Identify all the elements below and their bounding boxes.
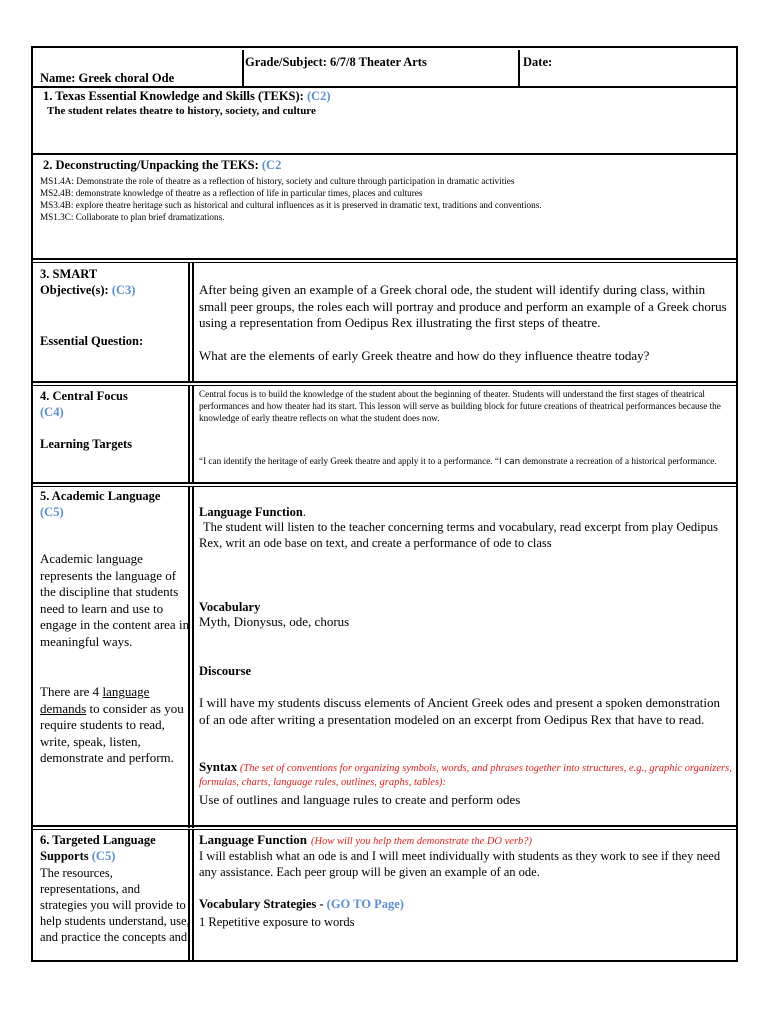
sec6-title: 6. Targeted Language Supports (C5) (40, 833, 156, 863)
sec5-title: 5. Academic Language (C5) (40, 489, 161, 519)
col-divider-right (192, 830, 194, 960)
row-divider (33, 258, 736, 260)
teks-item: MS1.4A: Demonstrate the role of theatre as a reflection of history, society and culture through participation in dramatic activities (40, 176, 515, 186)
teks-item: MS1.3C: Collaborate to plan brief dramatizations. (40, 212, 225, 222)
header-divider-2 (518, 50, 520, 88)
syntax-section: Syntax (The set of conventions for organizing symbols, words, and phrases together into structures, e.g., graphic organizers, formulas, charts, language rules, outlines, graphs, tables): (199, 759, 732, 788)
row-divider (33, 486, 736, 487)
vocabulary-text: Myth, Dionysus, ode, chorus (199, 614, 350, 629)
col-divider-left (188, 263, 190, 382)
sec1-text: The student relates theatre to history, society, and culture (47, 105, 316, 117)
language-function-label: Language Function. (199, 505, 306, 519)
row-divider (33, 381, 736, 383)
sec3-title: 3. SMART Objective(s): (C3) (40, 267, 136, 297)
row-divider (33, 385, 736, 386)
col-divider-left (188, 487, 190, 828)
smart-objective-text: After being given an example of a Greek choral ode, the student will identify during class, within small peer groups, the roles each will portray and produce and perform an example of a Greek chorus using a representation from Oedipus Rex illustrating the first steps of theatre. (199, 282, 727, 330)
grade-subject-label: Grade/Subject: 6/7/8 Theater Arts (245, 55, 427, 69)
sec2-title: 2. Deconstructing/Unpacking the TEKS: (C2 (43, 158, 282, 172)
vocabulary-strategies: Vocabulary Strategies - (GO TO Page) (199, 897, 404, 911)
lesson-plan-form (31, 46, 738, 962)
syntax-text: Use of outlines and language rules to create and perform odes (199, 792, 521, 807)
essential-question-label: Essential Question: (40, 334, 144, 348)
vocabulary-strategy-item: 1 Repetitive exposure to words (199, 915, 355, 929)
vocabulary-label: Vocabulary (199, 600, 261, 614)
learning-targets-label: Learning Targets (40, 437, 133, 451)
header-divider-1 (242, 50, 244, 88)
discourse-label: Discourse (199, 664, 252, 678)
discourse-text: I will have my students discuss elements of Ancient Greek odes and present a spoken demonstration of an ode after writing a presentation modeled on an excerpt from Oedipus Rex that have to read. (199, 695, 720, 727)
learning-targets-text: “I can identify the heritage of early Greek theatre and apply it to a performance. “I can demonstrate a recreation of a historical performance. (199, 456, 717, 467)
row-divider (33, 829, 736, 830)
academic-language-desc: Academic language represents the language of the discipline that students need to learn and use to engage in the content area in meaningful ways. (40, 551, 190, 649)
language-demands-text: There are 4 language demands to consider as you require students to read, write, speak, listen, demonstrate and perform. (40, 684, 184, 765)
targeted-supports-desc: The resources, representations, and strategies you will provide to help students understand, use, and practice the concepts and (40, 866, 190, 944)
central-focus-text: Central focus is to build the knowledge of the student about the beginning of theater. Students will understand the first stages of theatrical performances and how theater had its start. This lesson will serve as building block for future creations of theatrical performances because the knowledge of early theatre reflects on what the student does now. (199, 389, 721, 423)
language-function-text: The student will listen to the teacher concerning terms and vocabulary, read excerpt from play Oedipus Rex, writ an ode base on text, and create a performance of ode to class (199, 520, 718, 550)
row-divider (33, 262, 736, 263)
name-label: Name: Greek choral Ode (40, 71, 175, 85)
col-divider-right (192, 263, 194, 382)
essential-question-text: What are the elements of early Greek theatre and how do they influence theatre today? (199, 348, 650, 363)
sec6-language-function: Language Function (How will you help them demonstrate the DO verb?) (199, 832, 533, 847)
sec6-language-function-text: I will establish what an ode is and I will meet individually with students as they work to see if they need any assistance. Each peer group will be given an example of an ode. (199, 849, 721, 879)
row-divider (33, 825, 736, 827)
sec1-title: 1. Texas Essential Knowledge and Skills (TEKS): (C2) (43, 89, 331, 103)
teks-item: MS3.4B: explore theatre heritage such as historical and cultural influences as it is preserved in dramatic text, traditions and conventions. (40, 200, 542, 210)
row-divider (33, 153, 736, 155)
col-divider-right (192, 386, 194, 484)
sec4-title: 4. Central Focus (C4) (40, 389, 128, 419)
teks-item: MS2.4B: demonstrate knowledge of theatre as a reflection of life in particular times, places and cultures (40, 188, 423, 198)
sec2-list (40, 175, 730, 223)
col-divider-left (188, 386, 190, 484)
col-divider-right (192, 487, 194, 828)
row-divider (33, 482, 736, 484)
date-label: Date: (523, 55, 553, 69)
